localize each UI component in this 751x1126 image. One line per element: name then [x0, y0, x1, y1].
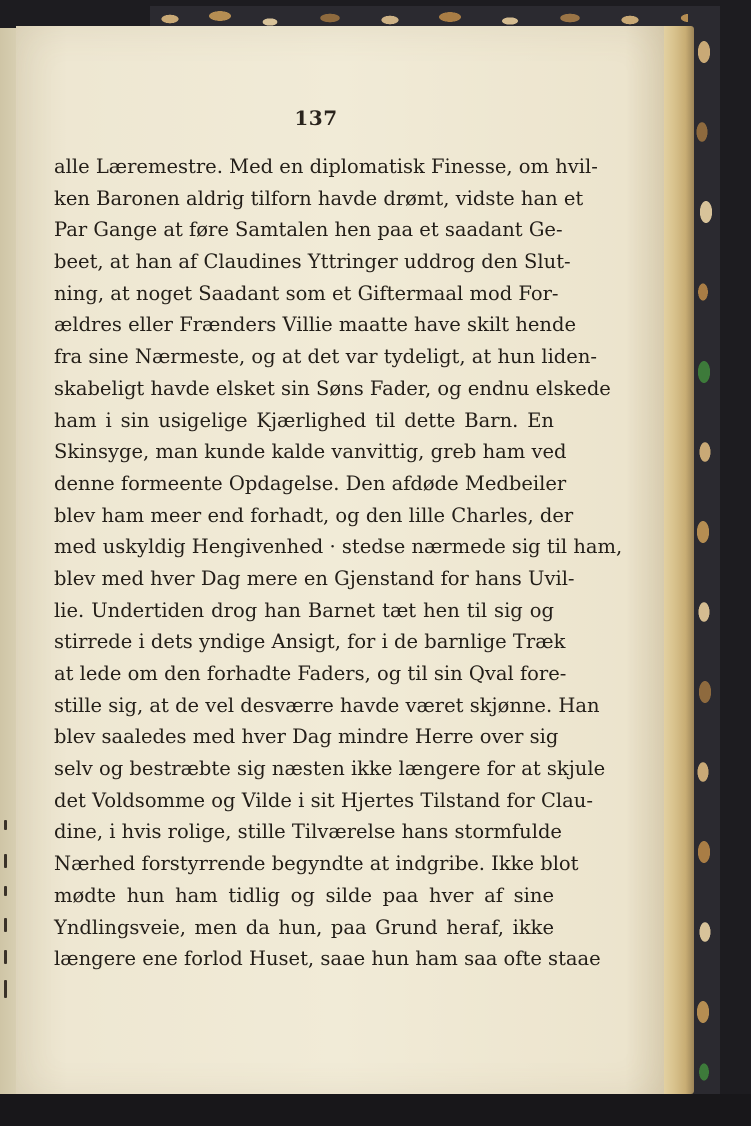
text-line: denne formeente Opdagelse. Den afdøde Medbeiler [54, 471, 567, 495]
text-line: selv og bestræbte sig næsten ikke længere for at skjule [54, 757, 606, 781]
text-line: stille sig, at de vel desværre havde været skjønne. Han [54, 693, 600, 717]
text-line: stirrede i dets yndige Ansigt, for i de barnlige Træk [54, 630, 566, 654]
text-line: ning, at noget Saadant som et Giftermaal mod For- [54, 281, 559, 305]
text-line: fra sine Nærmeste, og at det var tydeligt, at hun liden- [54, 345, 597, 369]
book-page [16, 26, 664, 1098]
text-line: beet, at han af Claudines Yttringer uddrog den Slut- [54, 250, 571, 274]
text-line: lie. Undertiden drog han Barnet tæt hen til sig og [54, 598, 554, 622]
text-line: Par Gange at føre Samtalen hen paa et saadant Ge- [54, 218, 563, 242]
text-line: Yndlingsveie, men da hun, paa Grund heraf, ikke [54, 915, 554, 939]
text-line: ken Baronen aldrig tilforn havde drømt, vidste han et [54, 186, 584, 210]
text-line: dine, i hvis rolige, stille Tilværelse hans stormfulde [54, 820, 562, 844]
text-line: det Voldsomme og Vilde i sit Hjertes Tilstand for Clau- [54, 788, 593, 812]
text-line: Skinsyge, man kunde kalde vanvittig, greb ham ved [54, 440, 567, 464]
facing-page-text-fragments [4, 28, 14, 1098]
page-stack-edge [660, 26, 694, 1094]
text-line: blev med hver Dag mere en Gjenstand for hans Uvil- [54, 566, 575, 590]
text-line: Nærhed forstyrrende begyndte at indgribe. Ikke blot [54, 852, 579, 876]
body-text [54, 151, 623, 975]
text-line: skabeligt havde elsket sin Søns Fader, og endnu elskede [54, 376, 611, 400]
text-line: at lede om den forhadte Faders, og til sin Qval fore- [54, 662, 567, 685]
text-line: blev ham meer end forhadt, og den lille Charles, der [54, 503, 574, 527]
text-line: med uskyldig Hengivenhed · stedse nærmede sig til ham, [54, 535, 623, 559]
page-number: 137 [294, 106, 338, 130]
text-line: mødte hun ham tidlig og silde paa hver af sine [54, 883, 554, 907]
text-line: længere ene forlod Huset, saae hun ham saa ofte staae [54, 947, 601, 971]
scan-background [0, 1094, 751, 1126]
text-line: blev saaledes med hver Dag mindre Herre over sig [54, 725, 559, 749]
text-line: ældres eller Frænders Villie maatte have skilt hende [54, 313, 577, 337]
text-line: alle Læremestre. Med en diplomatisk Finesse, om hvil- [54, 155, 598, 178]
text-line: ham i sin usigelige Kjærlighed til dette Barn. En [54, 408, 554, 432]
